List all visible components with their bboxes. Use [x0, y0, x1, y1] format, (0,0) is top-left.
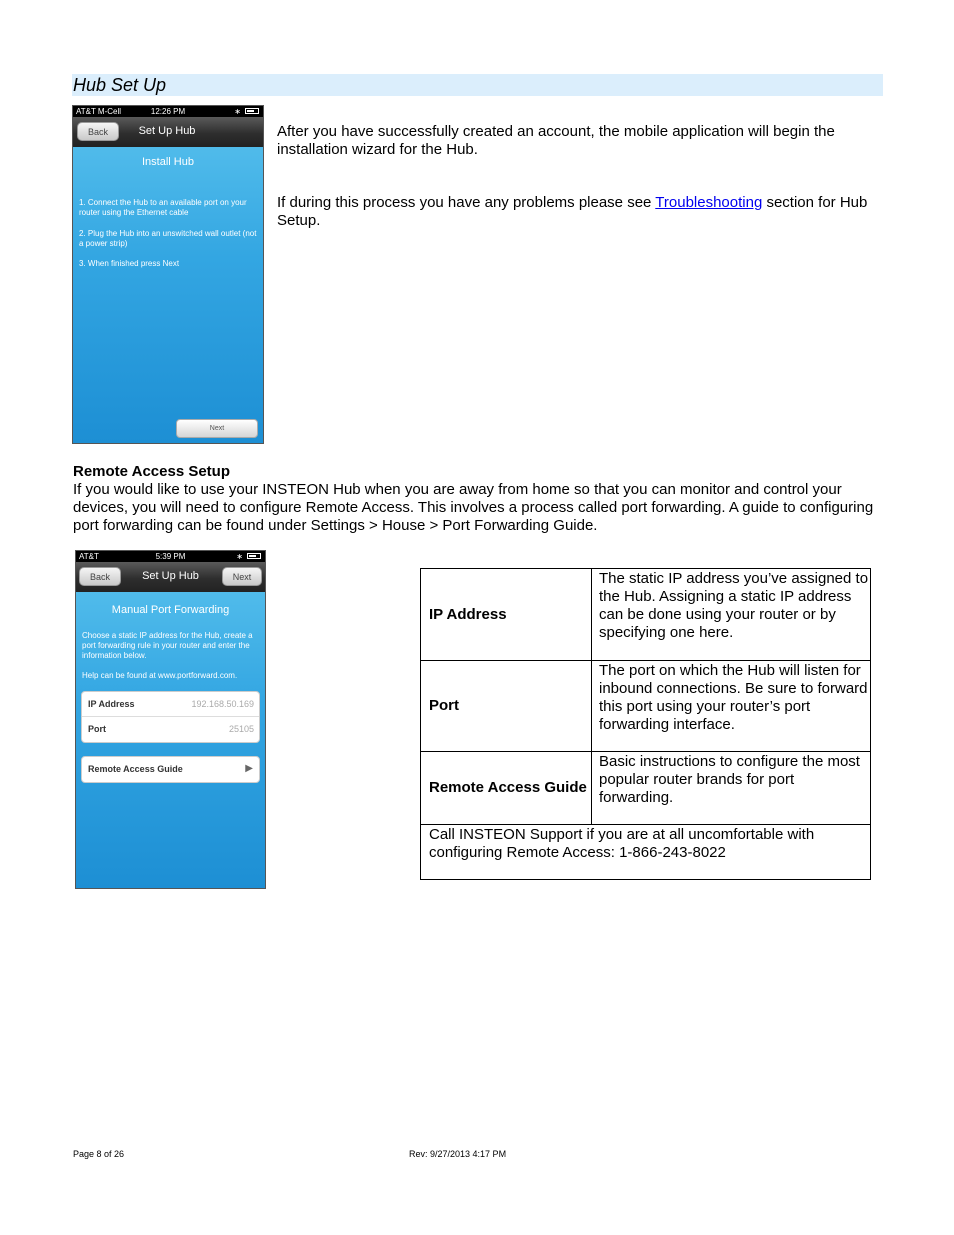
clock-label: 12:26 PM: [150, 107, 186, 116]
nav-bar: [73, 117, 263, 147]
troubleshooting-text-before: If during this process you have any problems please see: [277, 194, 656, 211]
page-number: Page 8 of 26: [73, 1149, 125, 1159]
next-button[interactable]: Next: [222, 567, 262, 586]
remote-access-heading: Remote Access Setup: [73, 463, 231, 480]
nav-title: Set Up Hub: [138, 125, 196, 137]
section-title: Hub Set Up: [72, 74, 883, 96]
screen-heading: Manual Port Forwarding: [111, 604, 230, 616]
help-text: Help can be found at www.portforward.com.: [82, 671, 238, 680]
remote-access-body: If you would like to use your INSTEON Hub when you are away from home so that you can monitor and control your devices, you will need to configure Remote Access. This involves a process called port forwarding. A guide to configuring port forwarding can be found under Settings > House > Port Forwarding Guide.: [73, 481, 874, 534]
table-key: Port: [421, 661, 592, 752]
step-1: 1. Connect the Hub to an available port on your router using the Ethernet cable: [79, 198, 247, 217]
table-row: [421, 752, 871, 825]
troubleshooting-link[interactable]: Troubleshooting: [655, 194, 763, 211]
next-button[interactable]: Next: [176, 419, 258, 438]
carrier-label: AT&T M-Cell: [76, 107, 122, 116]
carrier-label: AT&T: [79, 552, 99, 561]
table-row: [421, 569, 871, 661]
port-forwarding-screenshot: [75, 550, 266, 889]
port-row[interactable]: [82, 717, 259, 742]
table-row: [421, 661, 871, 752]
clock-label: 5:39 PM: [155, 552, 186, 561]
step-3: 3. When finished press Next: [79, 259, 180, 268]
remote-access-guide-label: Remote Access Guide: [88, 764, 183, 774]
table-key: IP Address: [421, 569, 592, 661]
status-bar: [73, 106, 263, 117]
back-button[interactable]: Back: [79, 567, 121, 586]
table-desc: The port on which the Hub will listen for inbound connections. Be sure to forward this port using your router’s port forwarding interface.: [592, 661, 871, 752]
ip-address-row[interactable]: [82, 692, 259, 717]
support-note: Call INSTEON Support if you are at all uncomfortable with configuring Remote Access: 1-866-243-8022: [421, 825, 871, 880]
table-key: Remote Access Guide: [421, 752, 592, 825]
chevron-right-icon: ▶: [245, 763, 253, 774]
status-bar: [76, 551, 265, 562]
table-desc: The static IP address you’ve assigned to the Hub. Assigning a static IP address can be done using your router or by specifying one here.: [592, 569, 871, 661]
battery-icon: [245, 108, 259, 114]
port-input[interactable]: 25105: [228, 724, 254, 734]
intro-paragraph: After you have successfully created an account, the mobile application will begin the installation wizard for the Hub.: [277, 123, 835, 158]
screen-heading: Install Hub: [142, 156, 194, 168]
nav-title: Set Up Hub: [142, 570, 199, 582]
remote-access-table: [420, 568, 871, 880]
troubleshooting-text-after: section for Hub Setup.: [277, 194, 868, 229]
remote-access-guide-row[interactable]: [82, 757, 259, 782]
troubleshooting-paragraph: [277, 194, 877, 230]
nav-bar: [76, 562, 265, 592]
ip-address-label: IP Address: [88, 699, 135, 709]
revision-date: Rev: 9/27/2013 4:17 PM: [409, 1149, 507, 1159]
bluetooth-icon: ∗: [236, 552, 243, 561]
table-desc: Basic instructions to configure the most popular router brands for port forwarding.: [592, 752, 871, 825]
ip-address-input[interactable]: 192.168.50.169: [191, 699, 254, 709]
battery-icon: [247, 553, 261, 559]
bluetooth-icon: ∗: [234, 107, 241, 116]
remote-access-guide-group: [81, 756, 260, 783]
port-forwarding-description: Choose a static IP address for the Hub, create a port forwarding rule in your router and enter the information below.: [82, 631, 253, 660]
install-hub-screenshot: [72, 105, 264, 444]
port-settings-group: [81, 691, 260, 743]
back-button[interactable]: Back: [77, 122, 119, 141]
port-label: Port: [88, 724, 106, 734]
step-2: 2. Plug the Hub into an unswitched wall outlet (not a power strip): [79, 229, 257, 248]
table-row: [421, 825, 871, 880]
